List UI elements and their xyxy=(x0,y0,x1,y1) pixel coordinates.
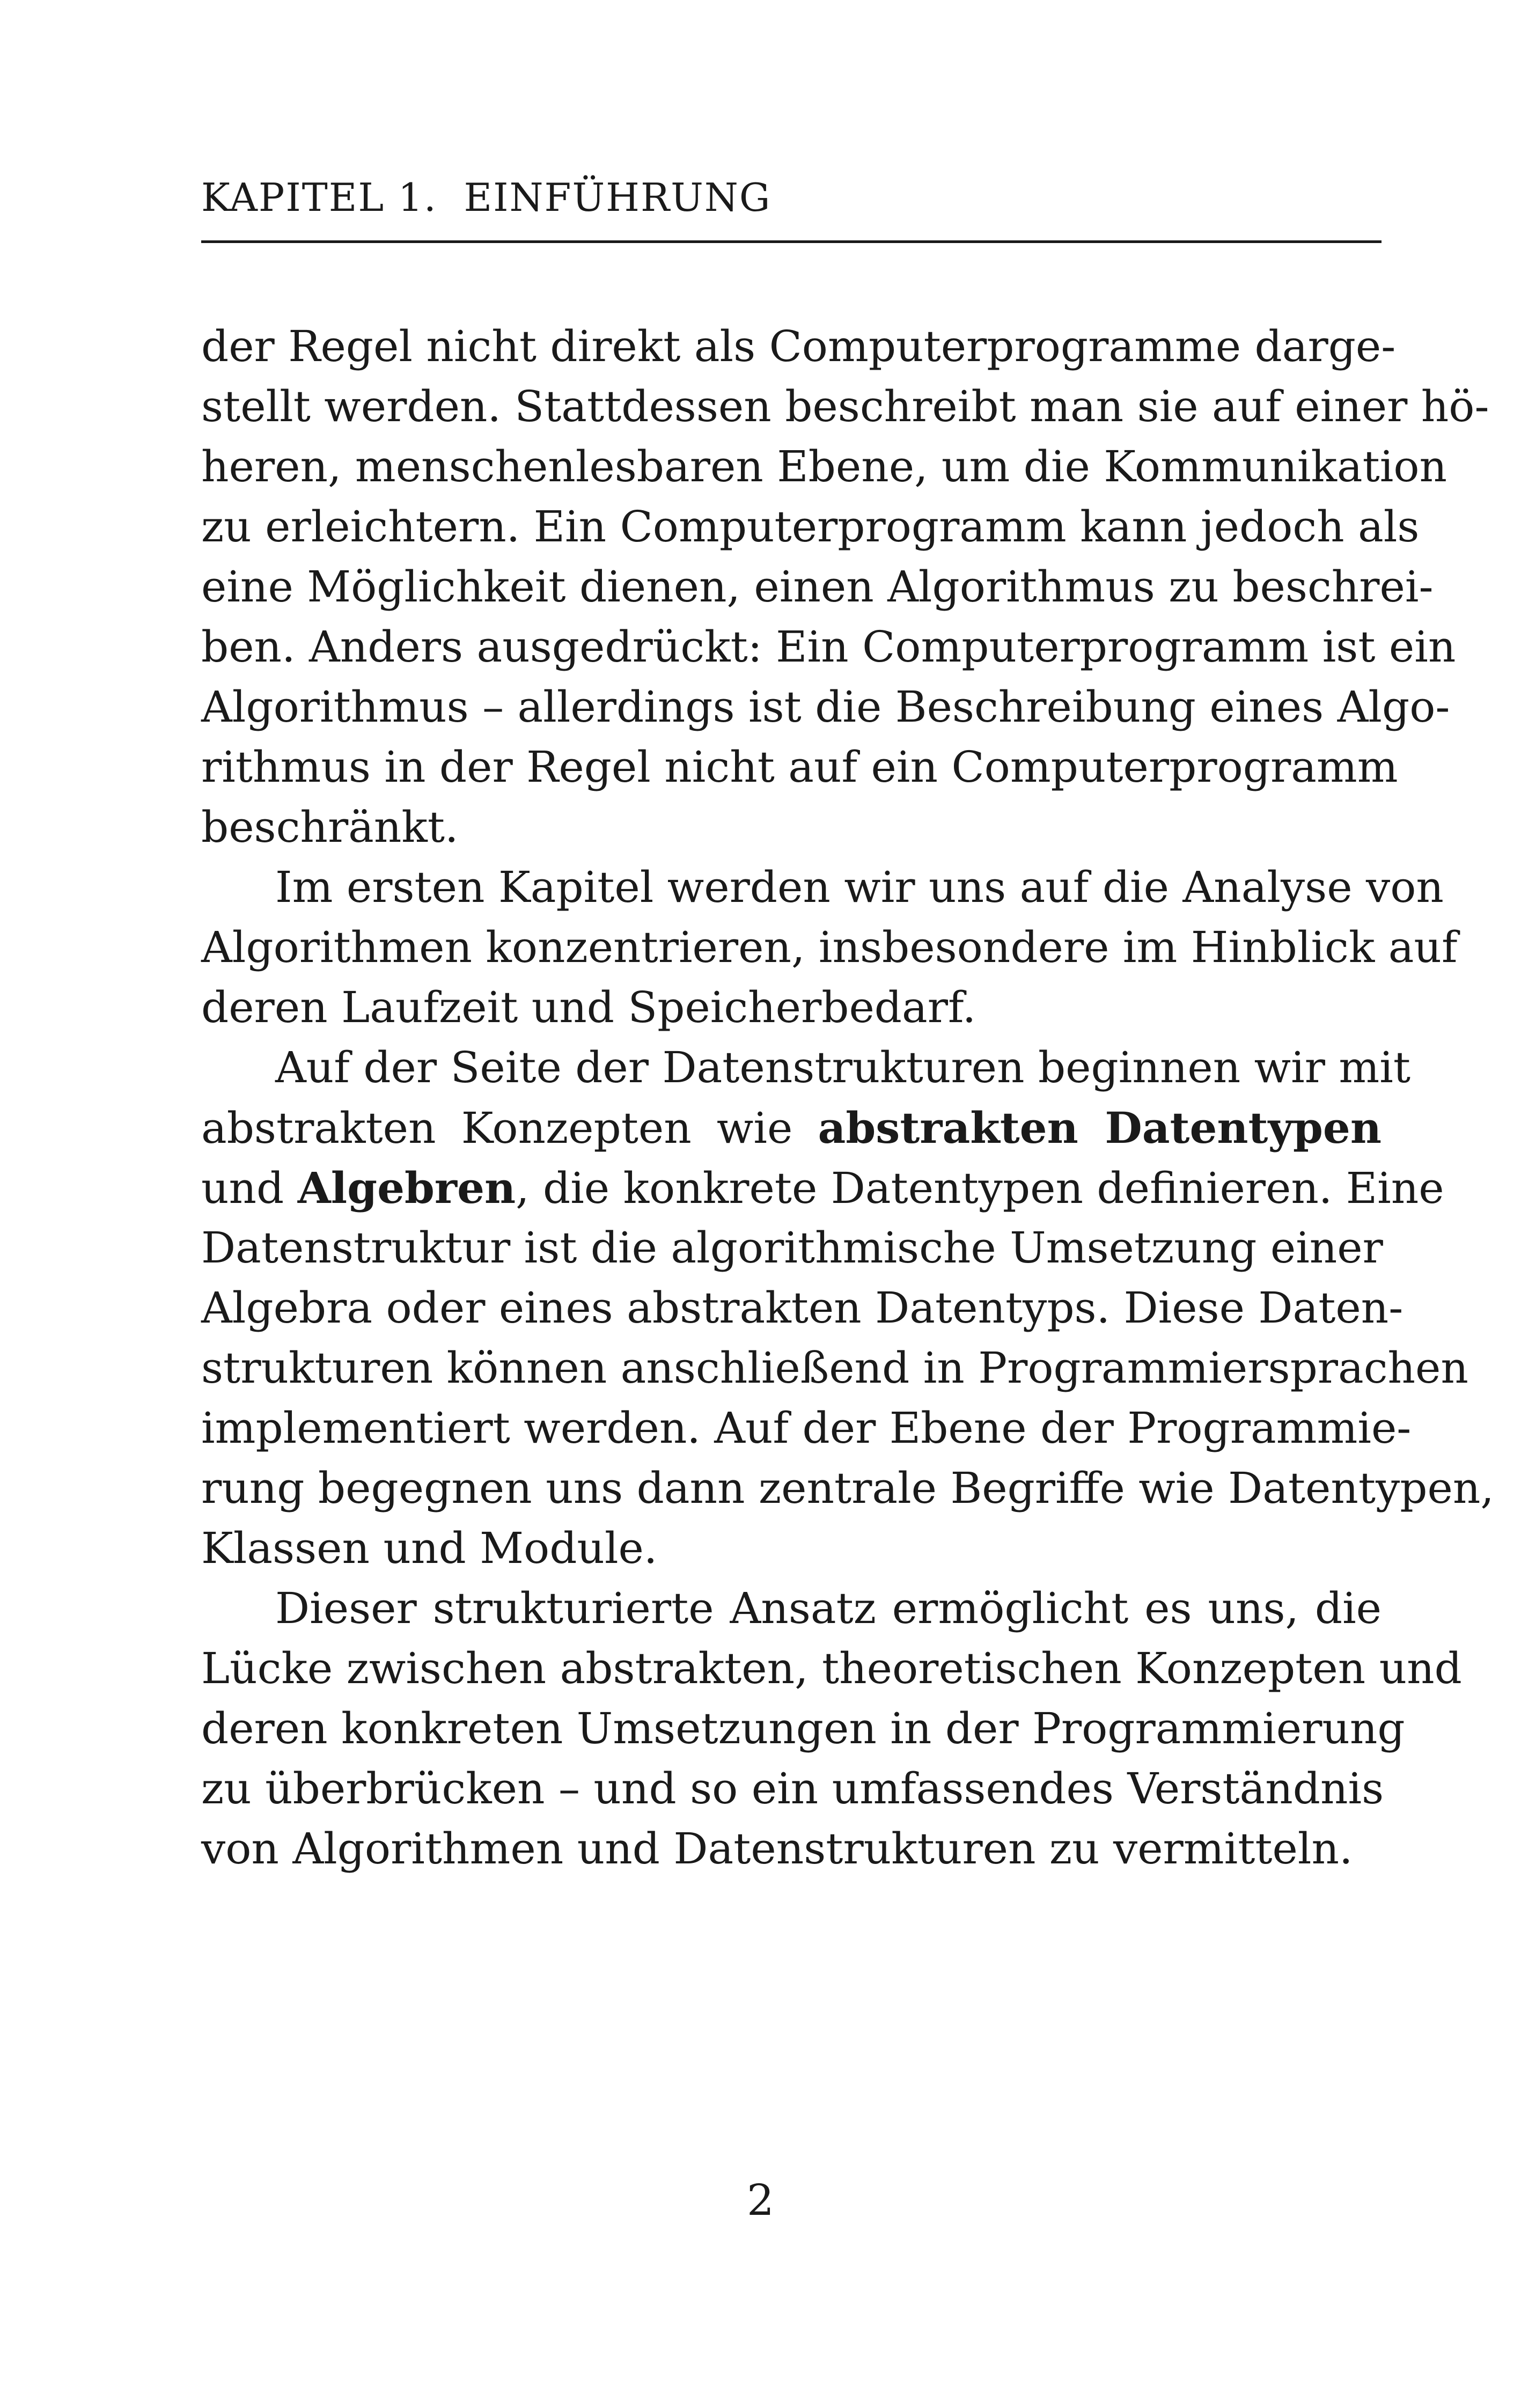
text-line: beschränkt. xyxy=(201,802,459,852)
text-line: deren konkreten Umsetzungen in der Programmierung xyxy=(201,1704,1405,1753)
text-line: heren, menschenlesbaren Ebene, um die Kommunikation xyxy=(201,442,1447,491)
text-line: zu überbrücken – und so ein umfassendes Verständnis xyxy=(201,1764,1384,1814)
text-line: ben. Anders ausgedrückt: Ein Computerprogramm ist ein xyxy=(201,622,1456,672)
text-line: der Regel nicht direkt als Computerprogramme darge- xyxy=(201,321,1396,371)
text-line: Algebra oder eines abstrakten Datentyps. Diese Daten- xyxy=(201,1283,1404,1333)
bold-term: Algebren xyxy=(297,1163,516,1213)
text-line: rung begegnen uns dann zentrale Begriffe wie Datentypen, xyxy=(201,1463,1494,1513)
text-line: Im ersten Kapitel werden wir uns auf die Analyse von xyxy=(275,862,1444,912)
running-header xyxy=(201,171,1382,243)
page-number: 2 xyxy=(747,2175,774,2225)
text-line: von Algorithmen und Datenstrukturen zu vermitteln. xyxy=(201,1824,1353,1874)
text-run: , die konkrete Datentypen definieren. Eine xyxy=(516,1163,1444,1213)
text-line: rithmus in der Regel nicht auf ein Computerprogramm xyxy=(201,742,1398,792)
text-line: zu erleichtern. Ein Computerprogramm kann jedoch als xyxy=(201,502,1420,552)
chapter-title: EINFÜHRUNG xyxy=(464,175,771,220)
text-line: deren Laufzeit und Speicherbedarf. xyxy=(201,982,976,1032)
text-run: abstrakten Konzepten wie xyxy=(201,1103,818,1153)
body-text xyxy=(201,317,1494,1879)
text-line: Lücke zwischen abstrakten, theoretischen Konzepten und xyxy=(201,1643,1462,1693)
text-line: Datenstruktur ist die algorithmische Umsetzung einer xyxy=(201,1223,1383,1273)
text-line: implementiert werden. Auf der Ebene der Programmie- xyxy=(201,1403,1412,1453)
text-line xyxy=(201,1158,1444,1218)
text-line: Algorithmen konzentrieren, insbesondere im Hinblick auf xyxy=(201,922,1458,972)
text-line: Auf der Seite der Datenstrukturen beginnen wir mit xyxy=(275,1043,1410,1092)
text-line xyxy=(201,1098,1382,1158)
text-line: Algorithmus – allerdings ist die Beschreibung eines Algo- xyxy=(201,682,1450,732)
bold-term: abstrakten Datentypen xyxy=(818,1103,1382,1153)
text-line: eine Möglichkeit dienen, einen Algorithmus zu beschrei- xyxy=(201,562,1434,612)
text-line: stellt werden. Stattdessen beschreibt man sie auf einer hö- xyxy=(201,381,1489,431)
text-line: Dieser strukturierte Ansatz ermöglicht es uns, die xyxy=(275,1583,1382,1633)
text-line: strukturen können anschließend in Programmiersprachen xyxy=(201,1343,1468,1393)
text-line: Klassen und Module. xyxy=(201,1523,658,1573)
text-run: und xyxy=(201,1163,298,1213)
chapter-number: KAPITEL 1. xyxy=(201,175,437,220)
chapter-heading xyxy=(201,171,771,224)
